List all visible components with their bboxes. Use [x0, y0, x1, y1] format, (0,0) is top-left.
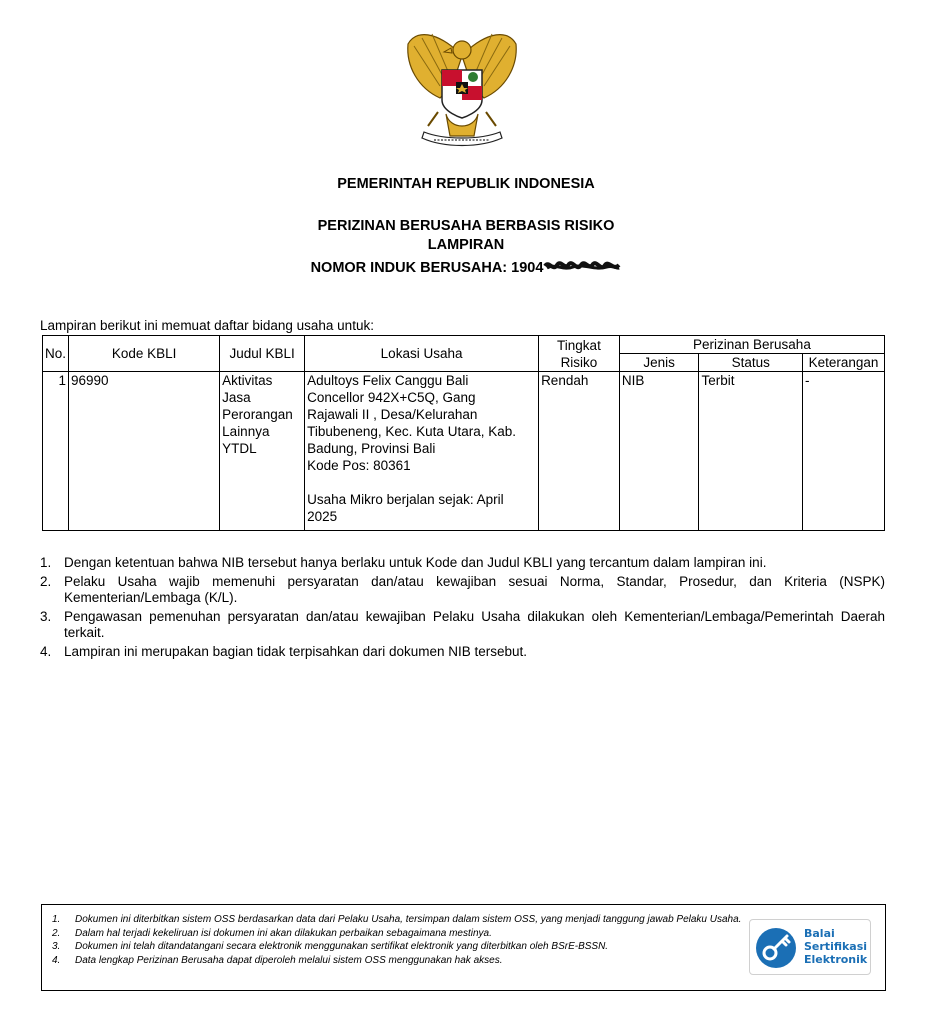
lokasi-line: Adultoys Felix Canggu Bali [307, 373, 469, 388]
table-row [43, 372, 885, 531]
bsre-logo-text [804, 927, 867, 966]
bsre-key-icon [754, 926, 798, 970]
footer-note [52, 940, 742, 954]
list-item [40, 644, 885, 661]
judul-line: Lainnya [222, 424, 270, 439]
header-keterangan: Keterangan [803, 354, 885, 372]
lokasi-line: Tibubeneng, Kec. Kuta Utara, Kab. [307, 424, 516, 439]
list-text: Pelaku Usaha wajib memenuhi persyaratan dan/atau kewajiban sesuai Norma, Standar, Prosedur, dan Kriteria (NSPK) Kementerian/Lembaga (K/L). [64, 573, 885, 605]
cell-jenis: NIB [619, 372, 699, 531]
lokasi-line: Rajawali II , Desa/Kelurahan [307, 407, 478, 422]
cell-kode-kbli: 96990 [69, 372, 220, 531]
bsre-line1: Balai [804, 927, 835, 940]
terms-list [40, 555, 885, 662]
list-item [40, 574, 885, 607]
government-title: PEMERINTAH REPUBLIK INDONESIA [337, 176, 595, 192]
lokasi-line: Badung, Provinsi Bali [307, 441, 436, 456]
header-status: Status [699, 354, 803, 372]
footer-note [52, 927, 742, 941]
cell-judul-kbli [220, 372, 305, 531]
footer-note-text: Dokumen ini diterbitkan sistem OSS berdasarkan data dari Pelaku Usaha, tersimpan dalam sistem OSS, yang menjadi tanggung jawab Pelaku Usaha. [75, 914, 742, 925]
judul-line: Aktivitas [222, 373, 273, 388]
footer-note-text: Dalam hal terjadi kekeliruan isi dokumen ini akan dilakukan perbaikan sebagaimana mestinya. [75, 927, 492, 939]
lokasi-line: Concellor 942X+C5Q, Gang [307, 390, 476, 405]
list-item [40, 609, 885, 642]
bsre-line3: Elektronik [804, 953, 868, 966]
cell-lokasi-usaha [305, 372, 539, 531]
list-text: Lampiran ini merupakan bagian tidak terpisahkan dari dokumen NIB tersebut. [64, 643, 528, 659]
header-tingkat-line1: Tingkat [557, 337, 601, 353]
list-item [40, 555, 885, 572]
judul-line: YTDL [222, 441, 257, 456]
cell-status: Terbit [699, 372, 803, 531]
header-judul-kbli: Judul KBLI [220, 336, 305, 372]
nib-label: NOMOR INDUK BERUSAHA: 1904 [310, 260, 544, 276]
bsre-logo [749, 919, 871, 975]
list-number: 4. [40, 643, 52, 659]
footer-note-number: 2. [52, 927, 61, 939]
footer-note-number: 1. [52, 914, 61, 925]
bsre-line2: Sertifikasi [804, 940, 868, 953]
header-no: No. [43, 336, 69, 372]
list-number: 2. [40, 573, 52, 589]
footer-box [41, 904, 886, 991]
lokasi-note-line: 2025 [307, 509, 338, 524]
cell-no: 1 [43, 372, 69, 531]
kbli-table [42, 335, 885, 531]
header-kode-kbli: Kode KBLI [69, 336, 220, 372]
header-perizinan-berusaha: Perizinan Berusaha [619, 336, 884, 354]
footer-note-number: 3. [52, 941, 61, 952]
cell-tingkat-risiko: Rendah [539, 372, 620, 531]
footer-note-text: Dokumen ini telah ditandatangani secara elektronik menggunakan sertifikat elektronik yang diterbitkan oleh BSrE-BSSN. [75, 941, 609, 952]
footer-notes [52, 913, 742, 967]
header-jenis: Jenis [619, 354, 699, 372]
judul-line: Jasa [222, 390, 251, 405]
header-tingkat-line2: Risiko [560, 354, 598, 370]
header-lokasi-usaha: Lokasi Usaha [305, 336, 539, 372]
intro-text: Lampiran berikut ini memuat daftar bidang usaha untuk: [40, 318, 374, 333]
footer-note-number: 4. [52, 954, 61, 966]
list-text: Dengan ketentuan bahwa NIB tersebut hanya berlaku untuk Kode dan Judul KBLI yang tercantum dalam lampiran ini. [64, 555, 767, 570]
judul-line: Perorangan [222, 407, 293, 422]
document-subtitle: LAMPIRAN [427, 237, 505, 253]
document-title: PERIZINAN BERUSAHA BERBASIS RISIKO [317, 218, 615, 234]
lokasi-note-line: Usaha Mikro berjalan sejak: April [307, 492, 504, 507]
garuda-emblem-icon [404, 26, 520, 150]
list-number: 3. [40, 608, 52, 624]
table-header-row [43, 336, 885, 354]
nib-number [0, 259, 932, 276]
lokasi-line: Kode Pos: 80361 [307, 458, 411, 473]
footer-note-text: Data lengkap Perizinan Berusaha dapat diperoleh melalui sistem OSS menggunakan hak akses. [75, 954, 503, 966]
list-number: 1. [40, 555, 52, 570]
header-tingkat-risiko [539, 336, 620, 372]
cell-keterangan: - [803, 372, 885, 531]
redaction-scribble [543, 259, 621, 273]
footer-note [52, 954, 742, 968]
footer-note [52, 913, 742, 927]
list-text: Pengawasan pemenuhan persyaratan dan/atau kewajiban Pelaku Usaha dilakukan oleh Kementerian/Lembaga/Pemerintah Daerah terkait. [64, 608, 885, 640]
